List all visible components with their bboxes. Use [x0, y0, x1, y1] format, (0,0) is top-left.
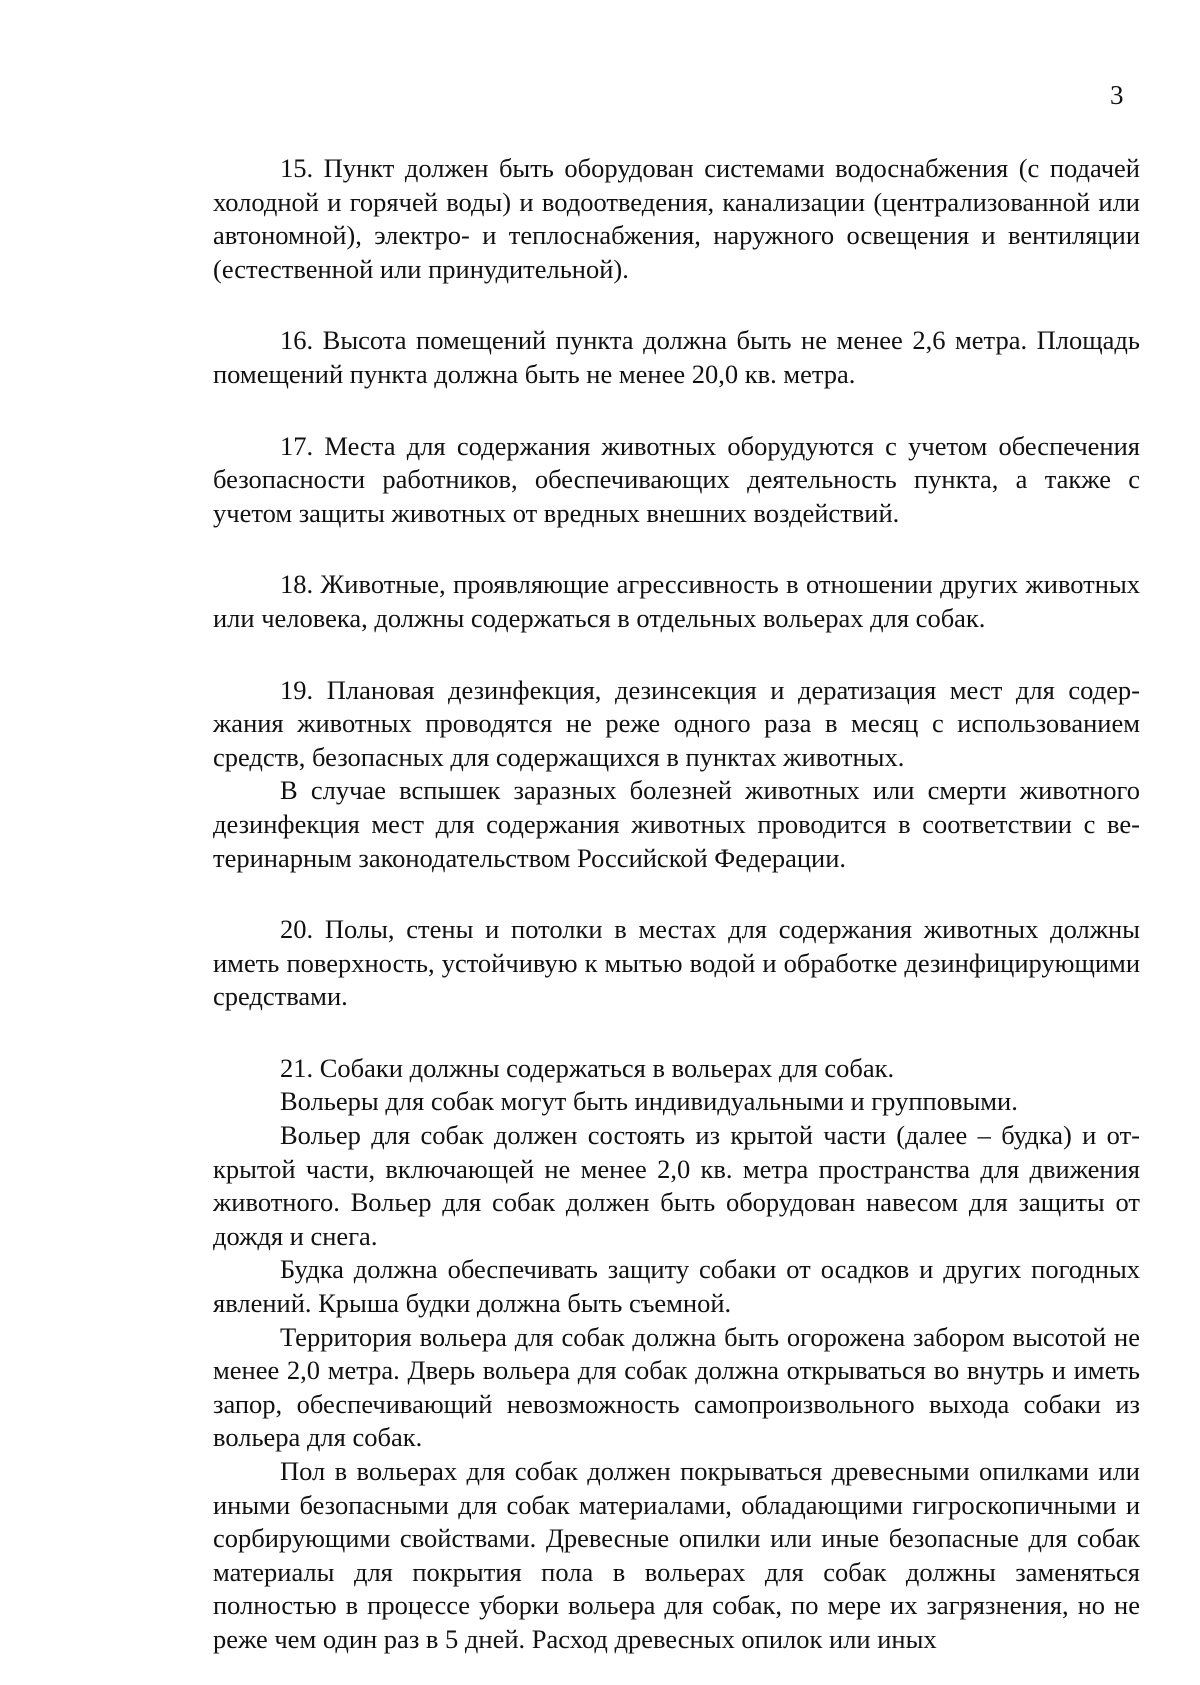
clause-20: [213, 913, 1140, 1014]
clause-paragraph: В случае вспышек заразных болезней животных или смерти животного дезинфекция мест для содержания животных проводится в соответствии с ветеринарным законодательством Российской Федерации.: [213, 775, 1140, 873]
clause-18: [213, 568, 1140, 635]
clause-paragraph: 16. Высота помещений пункта должна быть не менее 2,6 метра. Площадь помещений пункта должна быть не менее 20,0 кв. метра.: [213, 325, 1140, 389]
clause-paragraph: 17. Места для содержания животных оборудуются с учетом обеспечения безопасности работников, обеспечивающих деятельность пункта, а также с учетом защиты животных от вредных внешних воздействий.: [213, 430, 1140, 528]
clause-paragraph: Вольеры для собак могут быть индивидуальными и групповыми.: [280, 1086, 1018, 1117]
clause-21: [213, 1052, 1140, 1657]
clause-paragraph: Вольер для собак должен состоять из крытой части (далее – будка) и открытой части, включающей не менее 2,0 кв. метра пространства для движения животного. Вольер для собак должен быть оборудован навесом для защиты от дождя и снега.: [213, 1120, 1140, 1251]
document-body: [213, 152, 1140, 1657]
clause-paragraph: 18. Животные, проявляющие агрессивность в отношении других животных или человека, должны содержаться в отдельных вольерах для собак.: [213, 569, 1140, 633]
clause-paragraph: 21. Собаки должны содержаться в вольерах для собак.: [280, 1052, 895, 1083]
clause-paragraph: 15. Пункт должен быть оборудован системами водоснабжения (с подачей холодной и горячей воды) и водоотведения, канализации (централизованной или автономной), электро- и теплоснабжения, наружного освещения и вентиляции (естественной или принудительной).: [213, 153, 1140, 284]
clause-16: [213, 324, 1140, 391]
clause-paragraph: 19. Плановая дезинфекция, дезинсекция и дератизация мест для содержания животных проводятся не реже одного раза в месяц с использованием средств, безопасных для содержащихся в пунктах животных.: [213, 674, 1140, 772]
clause-paragraph: Будка должна обеспечивать защиту собаки от осадков и других погодных явлений. Крыша будки должна быть съемной.: [213, 1254, 1140, 1319]
clause-17: [213, 430, 1140, 531]
clause-19: [213, 674, 1140, 876]
clause-paragraph: 20. Полы, стены и потолки в местах для содержания животных должны иметь поверхность, устойчивую к мытью водой и обработке дезинфицирующими средствами.: [213, 914, 1140, 1012]
page-number: 3: [1110, 80, 1124, 110]
clause-15: [213, 152, 1140, 286]
clause-paragraph: Пол в вольерах для собак должен покрываться древесными опилками или иными безопасными для собак материалами, обладающими гигроскопичными и сорбирующими свойствами. Древесные опилки или иные безопасные для собак материалы для покрытия пола в вольерах для собак должны заменяться полностью в процессе уборки вольера для собак, по мере их загрязнения, но не реже чем один раз в 5 дней. Расход древесных опилок или иных: [213, 1456, 1140, 1654]
clause-paragraph: Территория вольера для собак должна быть огорожена забором высотой не менее 2,0 метра. Дверь вольера для собак должна открываться во внутрь и иметь запор, обеспечивающий невозможность самопроизвольного выхода собаки из вольера для собак.: [213, 1321, 1140, 1453]
